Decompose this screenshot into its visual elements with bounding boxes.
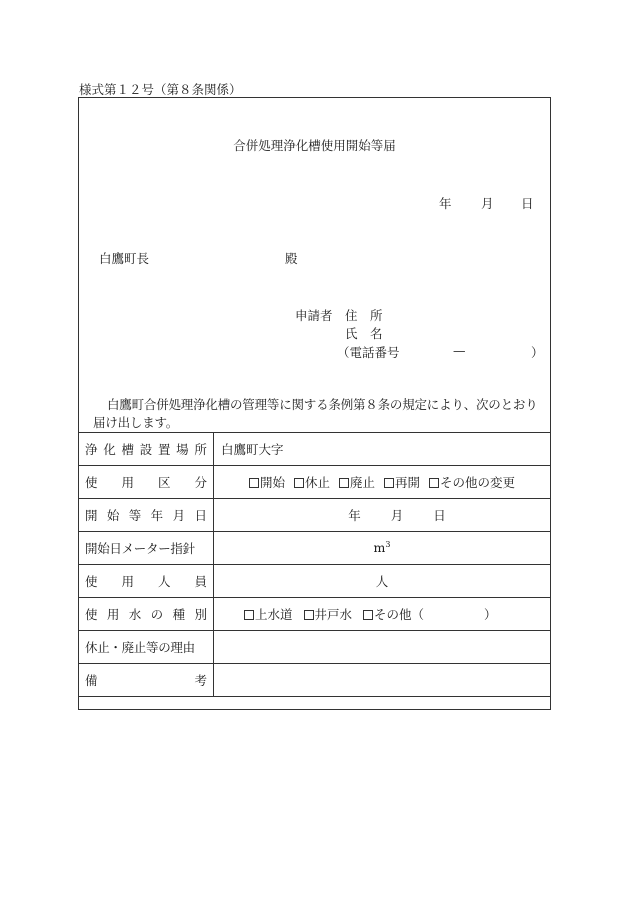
option-label: その他（ [374, 607, 425, 622]
usage-option-resume[interactable] [384, 473, 420, 491]
meter-field[interactable] [214, 532, 551, 565]
location-value: 白鷹町大字 [221, 442, 284, 457]
usage-option-other[interactable] [429, 473, 515, 491]
label-char: の [150, 607, 164, 622]
reason-field[interactable] [214, 631, 551, 664]
option-label: その他の変更 [440, 475, 516, 490]
form-number-caption: 様式第１２号（第８条関係） [79, 82, 242, 97]
label-char: 置 [157, 442, 171, 457]
table-row [79, 466, 551, 499]
table-row [79, 631, 551, 664]
meter-label [79, 532, 214, 565]
label-char: 使 [85, 475, 98, 490]
label-char: 人 [157, 574, 171, 589]
label-char: 種 [172, 607, 186, 622]
meter-unit-sup: 3 [385, 540, 391, 550]
checkbox-icon[interactable] [294, 478, 304, 488]
table-row [79, 532, 551, 565]
label-char: 化 [103, 442, 116, 457]
usage-label [79, 466, 214, 499]
reason-label-text: 休止・廃止等の理由 [85, 640, 195, 655]
option-label: 上水道 [255, 607, 293, 622]
meter-unit: m [373, 540, 386, 556]
notes-field[interactable] [214, 664, 551, 697]
usage-option-suspend[interactable] [294, 473, 330, 491]
label-char: 槽 [121, 442, 134, 457]
option-label: 井戸水 [314, 607, 353, 622]
usage-field [214, 466, 551, 499]
checkbox-icon[interactable] [384, 478, 394, 488]
option-label: 休止 [304, 475, 330, 490]
users-label [79, 565, 214, 598]
checkbox-icon[interactable] [304, 610, 314, 620]
label-char: 設 [139, 442, 153, 457]
applicant-name-label: 氏 名 [345, 326, 383, 341]
water-label [79, 598, 214, 631]
reason-label [79, 631, 214, 664]
start-date-label [79, 499, 214, 532]
table-row [79, 499, 551, 532]
table-row [79, 565, 551, 598]
start-date-label-chars [85, 506, 207, 524]
users-unit: 人 [375, 574, 389, 589]
option-label: 再開 [395, 475, 421, 490]
water-label-chars [85, 605, 207, 623]
details-table [78, 432, 551, 697]
table-row [79, 598, 551, 631]
label-char: 始 [106, 508, 120, 523]
label-char: 日 [194, 508, 207, 523]
label-char: 場 [176, 442, 189, 457]
start-date-year: 年 [348, 508, 361, 523]
location-field[interactable] [214, 433, 551, 466]
notes-label-chars [85, 671, 207, 689]
label-char: 浄 [85, 442, 98, 457]
statement-text [93, 396, 545, 432]
checkbox-icon[interactable] [339, 478, 349, 488]
location-label [79, 433, 214, 466]
addressee-name: 白鷹町長 [99, 251, 150, 266]
users-field[interactable] [214, 565, 551, 598]
checkbox-icon[interactable] [244, 610, 254, 620]
date-month: 月 [481, 196, 494, 211]
table-row [79, 664, 551, 697]
option-label: 廃止 [349, 475, 375, 490]
location-label-chars [85, 440, 207, 458]
form-frame [78, 97, 551, 710]
label-char: 開 [85, 508, 98, 523]
label-char: 等 [128, 508, 142, 523]
water-option-other[interactable] [363, 605, 497, 623]
label-char: 用 [106, 607, 120, 622]
water-option-well[interactable] [304, 605, 353, 623]
applicant-phone-label: （電話番号 [337, 345, 400, 360]
users-label-chars [85, 572, 207, 590]
statement-body: 白鷹町合併処理浄化槽の管理等に関する条例第８条の規定により、次のとおり届け出します。 [93, 397, 538, 430]
label-char: 月 [172, 508, 186, 523]
label-char: 分 [194, 475, 207, 490]
form-title: 合併処理浄化槽使用開始等届 [233, 138, 396, 153]
date-day: 日 [521, 196, 534, 211]
label-char: 区 [157, 475, 171, 490]
notes-label [79, 664, 214, 697]
label-char: 水 [128, 607, 142, 622]
applicant-phone-close: ） [531, 345, 544, 360]
usage-label-chars [85, 473, 207, 491]
water-option-tap[interactable] [244, 605, 293, 623]
label-char: 用 [121, 475, 134, 490]
addressee-honorific: 殿 [285, 251, 298, 266]
applicant-phone-dash: — [453, 343, 466, 358]
start-date-field[interactable] [214, 499, 551, 532]
date-year: 年 [439, 196, 452, 211]
option-label: 開始 [259, 475, 285, 490]
usage-options [214, 473, 550, 491]
water-field [214, 598, 551, 631]
label-char: 所 [194, 442, 207, 457]
table-row [79, 433, 551, 466]
usage-option-abolish[interactable] [339, 473, 375, 491]
label-char: 考 [194, 673, 207, 688]
usage-option-start[interactable] [249, 473, 285, 491]
label-char: 別 [194, 607, 207, 622]
checkbox-icon[interactable] [249, 478, 259, 488]
applicant-label: 申請者 [295, 308, 333, 323]
checkbox-icon[interactable] [363, 610, 373, 620]
label-char: 備 [85, 673, 98, 688]
start-date-day: 日 [433, 508, 446, 523]
start-date-month: 月 [390, 508, 404, 523]
label-char: 年 [150, 508, 164, 523]
label-char: 使 [85, 574, 98, 589]
applicant-address-label: 住 所 [345, 308, 383, 323]
label-char: 用 [121, 574, 134, 589]
meter-label-text: 開始日メーター指針 [85, 541, 195, 556]
water-options [214, 605, 550, 623]
checkbox-icon[interactable] [429, 478, 439, 488]
option-close: ） [484, 607, 497, 622]
label-char: 使 [85, 607, 98, 622]
label-char: 員 [194, 574, 207, 589]
